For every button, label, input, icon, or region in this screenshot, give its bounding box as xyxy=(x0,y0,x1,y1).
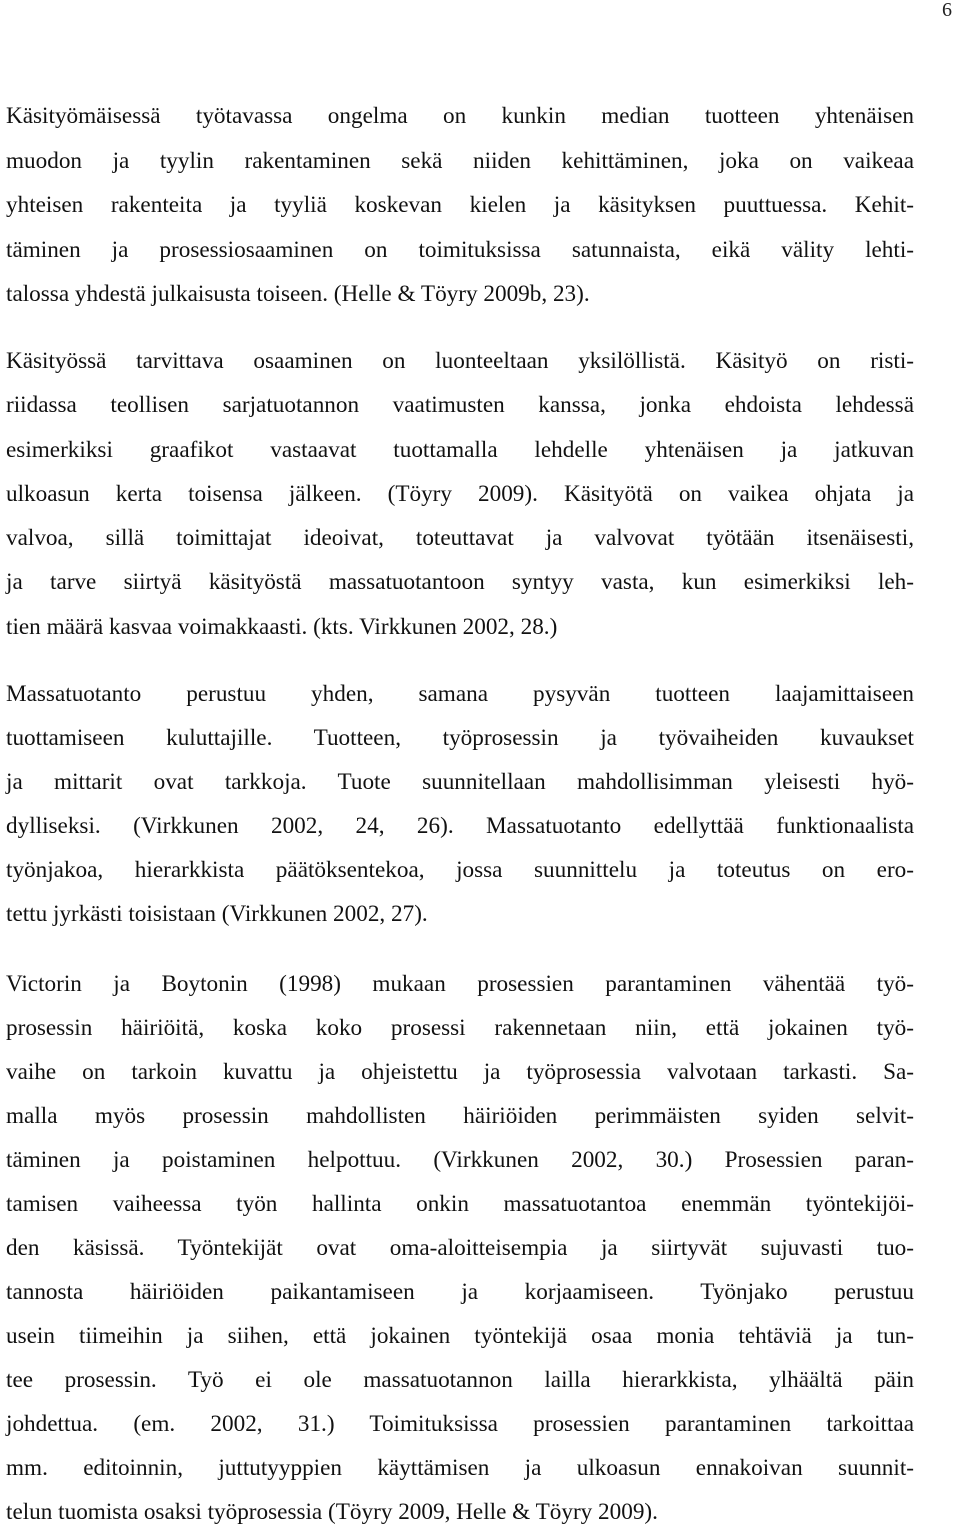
text-line: tuottamiseen kuluttajille. Tuotteen, työprosessin ja työvaiheiden kuvaukset xyxy=(6,725,914,751)
text-line: Massatuotanto perustuu yhden, samana pysyvän tuotteen laajamittaiseen xyxy=(6,681,914,707)
text-line: dylliseksi. (Virkkunen 2002, 24, 26). Massatuotanto edellyttää funktionaalista xyxy=(6,813,914,839)
text-line: esimerkiksi graafikot vastaavat tuottamalla lehdelle yhtenäisen ja jatkuvan xyxy=(6,436,914,463)
text-line: täminen ja poistaminen helpottuu. (Virkkunen 2002, 30.) Prosessien paran- xyxy=(6,1147,914,1173)
text-line: usein tiimeihin ja siihen, että jokainen työntekijä osaa monia tehtäviä ja tun- xyxy=(6,1323,914,1349)
text-line: yhteisen rakenteita ja tyyliä koskevan kielen ja käsityksen puuttuessa. Kehit- xyxy=(6,192,914,219)
text-line: tien määrä kasvaa voimakkaasti. (kts. Virkkunen 2002, 28.) xyxy=(6,613,558,640)
text-line: Käsityömäisessä työtavassa ongelma on kunkin median tuotteen yhtenäisen xyxy=(6,103,914,129)
text-line: Victorin ja Boytonin (1998) mukaan prosessien parantaminen vähentää työ- xyxy=(6,971,914,997)
text-line: ulkoasun kerta toisensa jälkeen. (Töyry 2009). Käsityötä on vaikea ohjata ja xyxy=(6,480,914,507)
text-line: täminen ja prosessiosaaminen on toimituksissa satunnaista, eikä välity lehti- xyxy=(6,236,914,263)
text-line: tamisen vaiheessa työn hallinta onkin massatuotantoa enemmän työntekijöi- xyxy=(6,1191,914,1217)
text-line: johdettua. (em. 2002, 31.) Toimituksissa prosessien parantaminen tarkoittaa xyxy=(6,1411,914,1437)
text-line: tee prosessin. Työ ei ole massatuotannon lailla hierarkkista, ylhäältä päin xyxy=(6,1367,914,1393)
text-line: talossa yhdestä julkaisusta toiseen. (Helle & Töyry 2009b, 23). xyxy=(6,281,590,308)
paragraph-4 xyxy=(6,962,914,1534)
text-line: mm. editoinnin, juttutyyppien käyttämisen ja ulkoasun ennakoivan suunnit- xyxy=(6,1455,914,1481)
text-line: muodon ja tyylin rakentaminen sekä niiden kehittäminen, joka on vaikeaa xyxy=(6,147,914,174)
text-line: Käsityössä tarvittava osaaminen on luonteeltaan yksilöllistä. Käsityö on risti- xyxy=(6,348,914,374)
text-line: vaihe on tarkoin kuvattu ja ohjeistettu ja työprosessia valvotaan tarkasti. Sa- xyxy=(6,1059,914,1085)
page-number: 6 xyxy=(942,0,952,21)
text-line: valvoa, sillä toimittajat ideoivat, toteuttavat ja valvovat työtään itsenäisesti, xyxy=(6,525,914,552)
text-line: tettu jyrkästi toisistaan (Virkkunen 2002, 27). xyxy=(6,901,428,927)
text-line: malla myös prosessin mahdollisten häiriöiden perimmäisten syiden selvit- xyxy=(6,1103,914,1129)
text-line: telun tuomista osaksi työprosessia (Töyry 2009, Helle & Töyry 2009). xyxy=(6,1499,658,1525)
text-line: riidassa teollisen sarjatuotannon vaatimusten kanssa, jonka ehdoista lehdessä xyxy=(6,392,914,419)
text-line: tannosta häiriöiden paikantamiseen ja korjaamiseen. Työnjako perustuu xyxy=(6,1279,914,1305)
text-line: ja tarve siirtyä käsityöstä massatuotantoon syntyy vasta, kun esimerkiksi leh- xyxy=(6,569,914,596)
text-line: prosessin häiriöitä, koska koko prosessi rakennetaan niin, että jokainen työ- xyxy=(6,1015,914,1041)
text-line: ja mittarit ovat tarkkoja. Tuote suunnitellaan mahdollisimman yleisesti hyö- xyxy=(6,769,914,795)
paragraph-1 xyxy=(6,94,914,317)
paragraph-3 xyxy=(6,672,914,936)
text-line: den käsissä. Työntekijät ovat oma-aloitteisempia ja siirtyvät sujuvasti tuo- xyxy=(6,1235,914,1261)
paragraph-2 xyxy=(6,339,914,649)
text-line: työnjakoa, hierarkkista päätöksentekoa, jossa suunnittelu ja toteutus on ero- xyxy=(6,857,914,883)
